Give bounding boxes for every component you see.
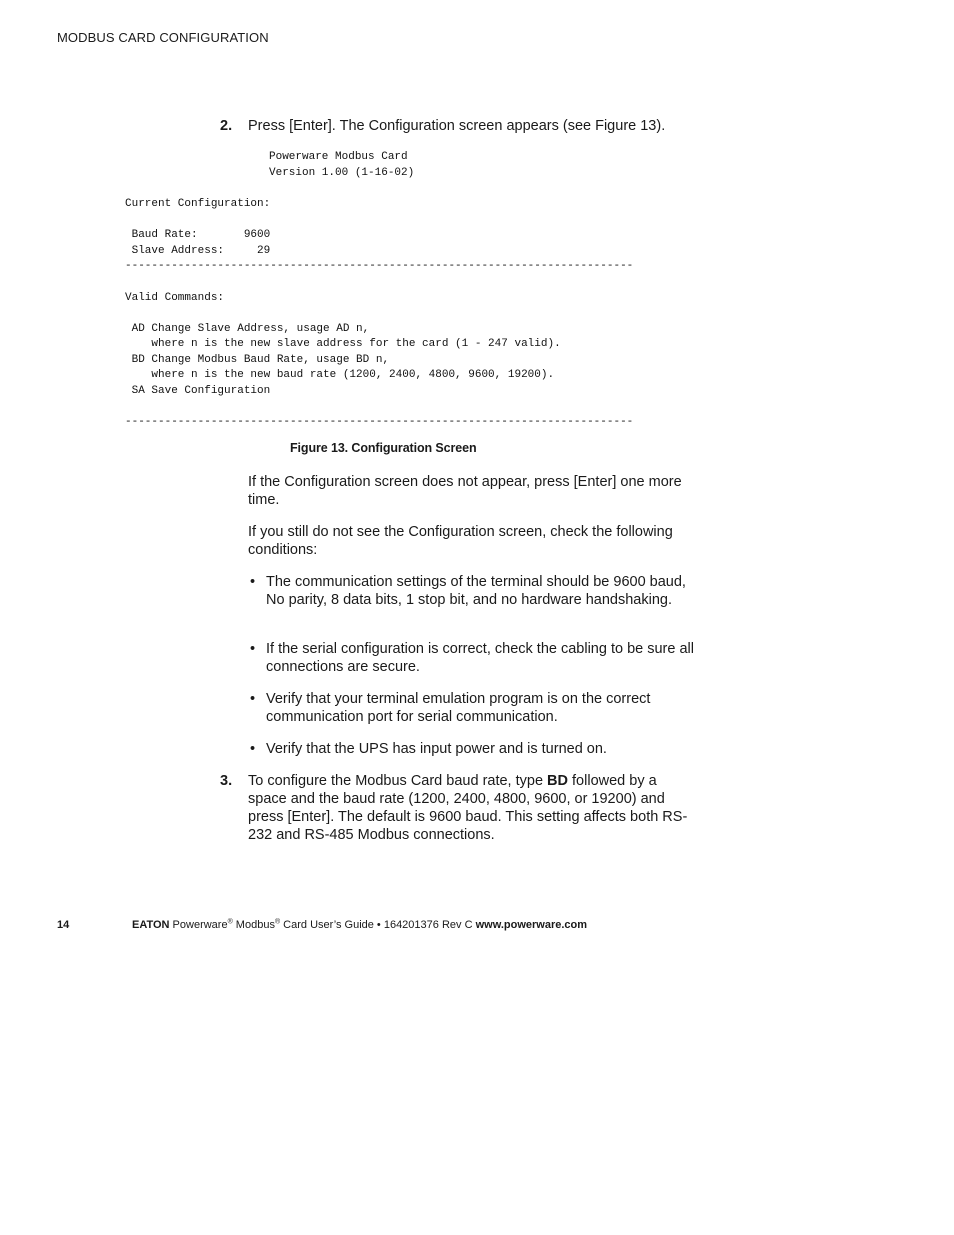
- screen-version-line: Version 1.00 (1-16-02): [269, 167, 415, 179]
- figure-caption: Figure 13. Configuration Screen: [290, 441, 477, 455]
- command-line: where n is the new slave address for the card (1 - 247 valid).: [125, 338, 561, 350]
- step-text: Press [Enter]. The Configuration screen appears (see Figure 13).: [248, 118, 666, 134]
- step-text-end: followed by a space and the baud rate (1200, 2400, 4800, 9600, or 19200) and press [Enter]. The default is 9600 baud. This setting affects both RS-232 and RS-485 Modbus connections.: [248, 773, 688, 843]
- step-number: 2.: [220, 118, 233, 134]
- current-configuration-label: Current Configuration:: [125, 198, 271, 210]
- command-line: where n is the new baud rate (1200, 2400, 4800, 9600, 19200).: [125, 369, 555, 381]
- paragraph: If the Configuration screen does not appear, press [Enter] one more time.: [248, 474, 682, 508]
- paragraph: If you still do not see the Configuration screen, check the following conditions:: [248, 524, 673, 558]
- bullet-text: Verify that your terminal emulation program is on the correct communication port for serial communication.: [266, 691, 651, 725]
- product-name: Modbus: [232, 919, 275, 931]
- command-line: AD Change Slave Address, usage AD n,: [125, 323, 370, 335]
- document-title: Card User’s Guide • 164201376 Rev C: [280, 919, 476, 931]
- separator-line: -----------------------------------------------------------------------------: [125, 416, 634, 428]
- step-text: [248, 772, 698, 844]
- bullet-text: Verify that the UPS has input power and is turned on.: [266, 741, 607, 757]
- command-line: BD Change Modbus Baud Rate, usage BD n,: [125, 354, 390, 366]
- running-header: MODBUS CARD CONFIGURATION: [57, 30, 269, 45]
- product-name: Powerware: [169, 919, 228, 931]
- footer-text: [132, 919, 587, 931]
- step-text-start: To configure the Modbus Card baud rate, type: [248, 773, 548, 789]
- baud-rate-line: Baud Rate: 9600: [125, 229, 271, 241]
- step-number: 3.: [220, 773, 233, 789]
- bullet-text: If the serial configuration is correct, check the cabling to be sure all connections are secure.: [266, 641, 694, 675]
- slave-address-line: Slave Address: 29: [125, 245, 271, 257]
- bullet-icon: •: [250, 691, 256, 707]
- registered-mark: ®: [274, 918, 281, 926]
- page-number: 14: [57, 919, 70, 931]
- website-link[interactable]: www.powerware.com: [475, 919, 588, 931]
- bullet-text: The communication settings of the terminal should be 9600 baud, No parity, 8 data bits, 1 stop bit, and no hardware handshaking.: [266, 574, 686, 608]
- command-code: BD: [547, 773, 568, 789]
- brand-name: EATON: [132, 919, 170, 931]
- command-line: SA Save Configuration: [125, 385, 271, 397]
- separator-line: -----------------------------------------------------------------------------: [125, 260, 634, 272]
- valid-commands-label: Valid Commands:: [125, 292, 225, 304]
- registered-mark: ®: [227, 918, 233, 926]
- bullet-icon: •: [250, 641, 256, 657]
- bullet-icon: •: [250, 741, 256, 757]
- bullet-icon: •: [250, 574, 256, 590]
- screen-banner-line: Powerware Modbus Card: [269, 151, 408, 163]
